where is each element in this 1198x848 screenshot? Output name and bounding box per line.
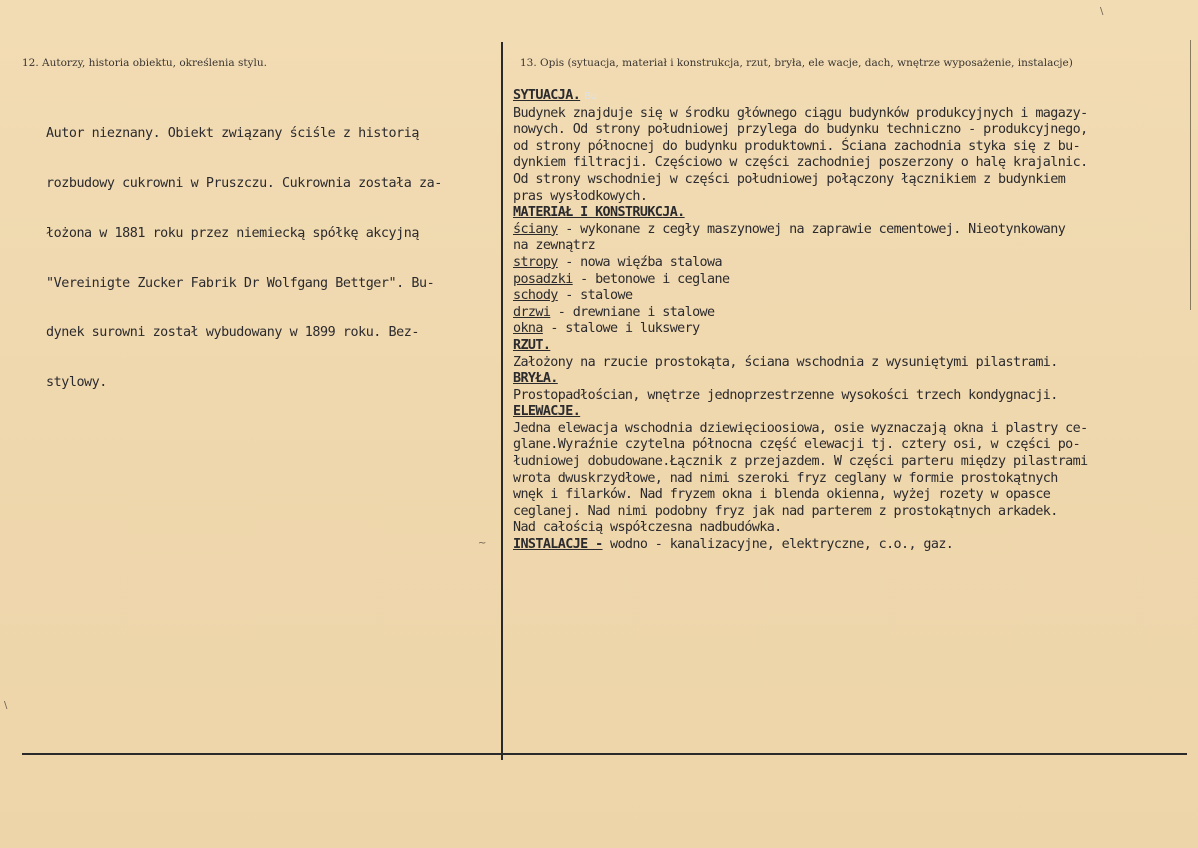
text-line: glane.Wyraźnie czytelna północna część elewacji tj. cztery osi, w części po- — [513, 437, 1081, 453]
material-item — [513, 238, 1178, 255]
section-heading-bryla: BRYŁA. — [513, 371, 558, 387]
section-heading-elewacje: ELEWACJE. — [513, 404, 581, 420]
material-text: - nowa więźba stalowa — [557, 254, 722, 270]
material-label: drzwi — [513, 304, 551, 320]
text-line: dynkiem filtracji. Częściowo w części zachodniej poszerzony o halę krajalnic. — [513, 155, 1088, 171]
text-line: Autor nieznany. Obiekt związany ściśle z historią — [46, 126, 419, 142]
bottom-rule — [22, 753, 1187, 755]
section-heading-sytuacja: SYTUACJA. — [513, 88, 581, 103]
text-line: rozbudowy cukrowni w Pruszczu. Cukrownia została za- — [46, 175, 442, 191]
material-item — [513, 288, 1178, 305]
right-column-text — [513, 88, 1178, 554]
section-heading-rzut: RZUT. — [513, 337, 551, 353]
material-label: okna — [513, 321, 543, 337]
text-line: ceglanej. Nad nimi podobny fryz jak nad parterem z prostokątnych arkadek. — [513, 503, 1058, 519]
material-text: na zewnątrz — [513, 238, 596, 254]
right-edge-line — [1190, 40, 1191, 310]
material-item — [513, 222, 1178, 239]
text-line: wnęk i filarków. Nad fryzem okna i blenda okienna, wyżej rozety w opasce — [513, 487, 1051, 503]
stray-mark: ~ — [478, 538, 487, 549]
instalacje-line — [513, 537, 1178, 554]
material-text: - stalowe — [557, 288, 633, 304]
material-text: - drewniane i stalowe — [550, 304, 715, 320]
text-line: dynek surowni został wybudowany w 1899 roku. Bez- — [46, 325, 419, 341]
text-line: stylowy. — [46, 375, 107, 391]
material-label: schody — [513, 288, 558, 304]
text-line: łudniowej dobudowane.Łącznik z przejazdem. W części parteru między pilastrami — [513, 454, 1088, 470]
material-label: ściany — [513, 221, 558, 237]
text-line: nowych. Od strony południowej przylega do budynku techniczno - produkcyjnego, — [513, 122, 1088, 138]
text-line: pras wysłodkowych. — [513, 188, 648, 204]
left-column-header: 12. Autorzy, historia obiektu, określenia stylu. — [22, 57, 267, 69]
text-line: Budynek znajduje się w środku głównego ciągu budynków produkcyjnych i magazy- — [513, 105, 1088, 121]
section-heading-material: MATERIAŁ I KONSTRUKCJA. — [513, 205, 685, 221]
material-item — [513, 305, 1178, 322]
right-column-header: 13. Opis (sytuacja, materiał i konstrukcja, rzut, bryła, ele wacje, dach, wnętrze wyposażenie, instalacje) — [520, 57, 1073, 69]
text-line: łożona w 1881 roku przez niemiecką spółkę akcyjną — [46, 225, 419, 241]
text-line: Od strony wschodniej w części południowej połączony łącznikiem z budynkiem — [513, 171, 1066, 187]
material-text: - stalowe i lukswery — [542, 321, 700, 337]
material-text: - betonowe i ceglane — [572, 271, 730, 287]
text-line: Nad całością współczesna nadbudówka. — [513, 520, 782, 536]
material-label: stropy — [513, 254, 558, 270]
sytuacja-heading-line — [513, 88, 1178, 106]
instalacje-text: wodno - kanalizacyjne, elektryczne, c.o., gaz. — [602, 537, 954, 553]
left-column-text — [46, 93, 478, 425]
column-divider — [501, 42, 503, 760]
material-text: - wykonane z cegły maszynowej na zaprawie cementowej. Nieotynkowany — [557, 221, 1066, 237]
text-line: wrota dwuskrzydłowe, nad nimi szeroki fryz ceglany w formie prostokątnych — [513, 470, 1058, 486]
material-item — [513, 321, 1178, 338]
text-line: od strony północnej do budynku produktowni. Ściana zachodnia styka się z bu- — [513, 138, 1081, 154]
stray-mark: \ — [1100, 6, 1104, 17]
text-line: Jedna elewacja wschodnia dziewięcioosiowa, osie wyznaczają okna i plastry ce- — [513, 420, 1088, 436]
stray-mark: \ — [4, 700, 8, 711]
section-heading-instalacje: INSTALACJE - — [513, 537, 603, 553]
text-line: Prostopadłościan, wnętrze jednoprzestrzenne wysokości trzech kondygnacji. — [513, 387, 1058, 403]
text-line: Założony na rzucie prostokąta, ściana wschodnia z wysuniętymi pilastrami. — [513, 354, 1058, 370]
material-item — [513, 272, 1178, 289]
material-item — [513, 255, 1178, 272]
faint-stamp: Bu — [584, 91, 597, 102]
material-label: posadzki — [513, 271, 573, 287]
text-line: "Vereinigte Zucker Fabrik Dr Wolfgang Bettger". Bu- — [46, 275, 435, 291]
